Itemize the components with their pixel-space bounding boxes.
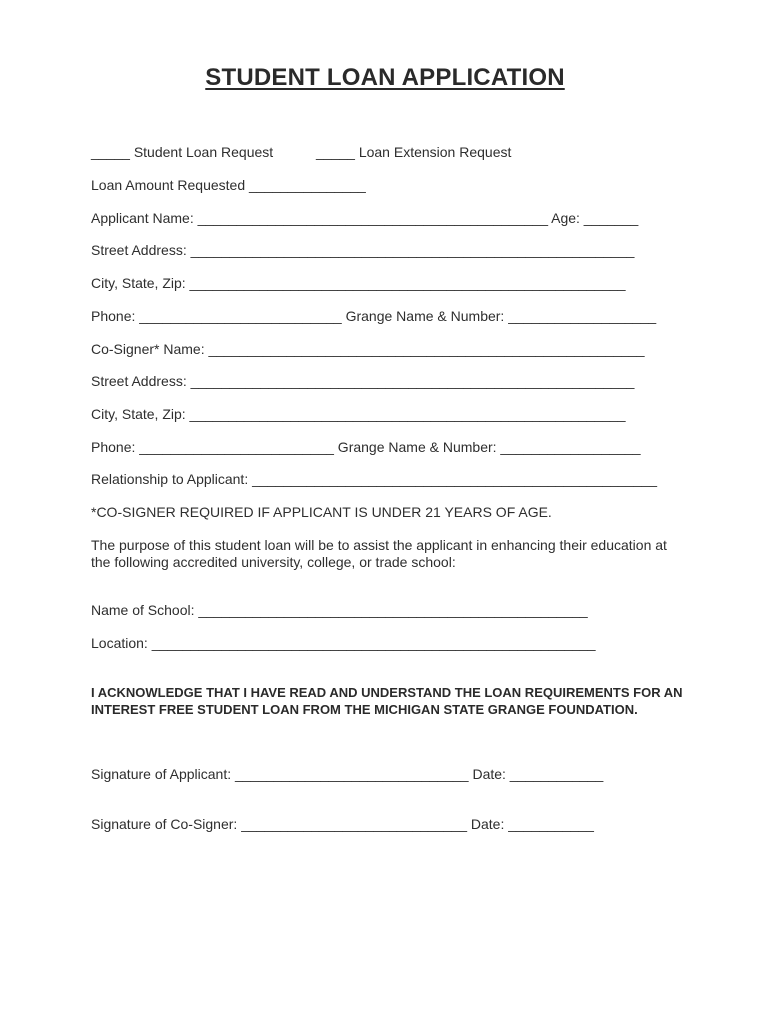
cosigner-street-field: Street Address: _________________________________________________________ xyxy=(91,373,635,389)
acknowledgement-statement: I ACKNOWLEDGE THAT I HAVE READ AND UNDERSTAND THE LOAN REQUIREMENTS FOR AN INTEREST FREE STUDENT LOAN FROM THE MICHIGAN STATE GRANGE FOUNDATION. xyxy=(91,685,683,717)
loan-extension-request-field: _____ Loan Extension Request xyxy=(316,144,512,160)
cosigner-signature-field: Signature of Co-Signer: _____________________________ Date: ___________ xyxy=(91,816,594,832)
applicant-city-field: City, State, Zip: ________________________________________________________ xyxy=(91,275,626,291)
applicant-street-field: Street Address: _________________________________________________________ xyxy=(91,242,635,258)
purpose-paragraph: The purpose of this student loan will be to assist the applicant in enhancing their education at the following accredited university, college, or trade school: xyxy=(91,537,667,570)
student-loan-request-field: _____ Student Loan Request xyxy=(91,144,274,160)
loan-amount-field: Loan Amount Requested _______________ xyxy=(91,177,366,193)
cosigner-phone-grange-field: Phone: _________________________ Grange Name & Number: __________________ xyxy=(91,439,641,455)
relationship-field: Relationship to Applicant: ____________________________________________________ xyxy=(91,471,657,487)
form-title: STUDENT LOAN APPLICATION xyxy=(205,64,565,91)
applicant-name-age-field: Applicant Name: _____________________________________________ Age: _______ xyxy=(91,210,639,226)
school-location-field: Location: _________________________________________________________ xyxy=(91,635,596,651)
cosigner-name-field: Co-Signer* Name: ________________________________________________________ xyxy=(91,341,645,357)
applicant-signature-field: Signature of Applicant: ______________________________ Date: ____________ xyxy=(91,766,604,782)
applicant-phone-grange-field: Phone: __________________________ Grange Name & Number: ___________________ xyxy=(91,308,657,324)
school-name-field: Name of School: __________________________________________________ xyxy=(91,602,588,618)
cosigner-city-field: City, State, Zip: ________________________________________________________ xyxy=(91,406,626,422)
cosigner-note: *CO-SIGNER REQUIRED IF APPLICANT IS UNDER 21 YEARS OF AGE. xyxy=(91,504,552,520)
